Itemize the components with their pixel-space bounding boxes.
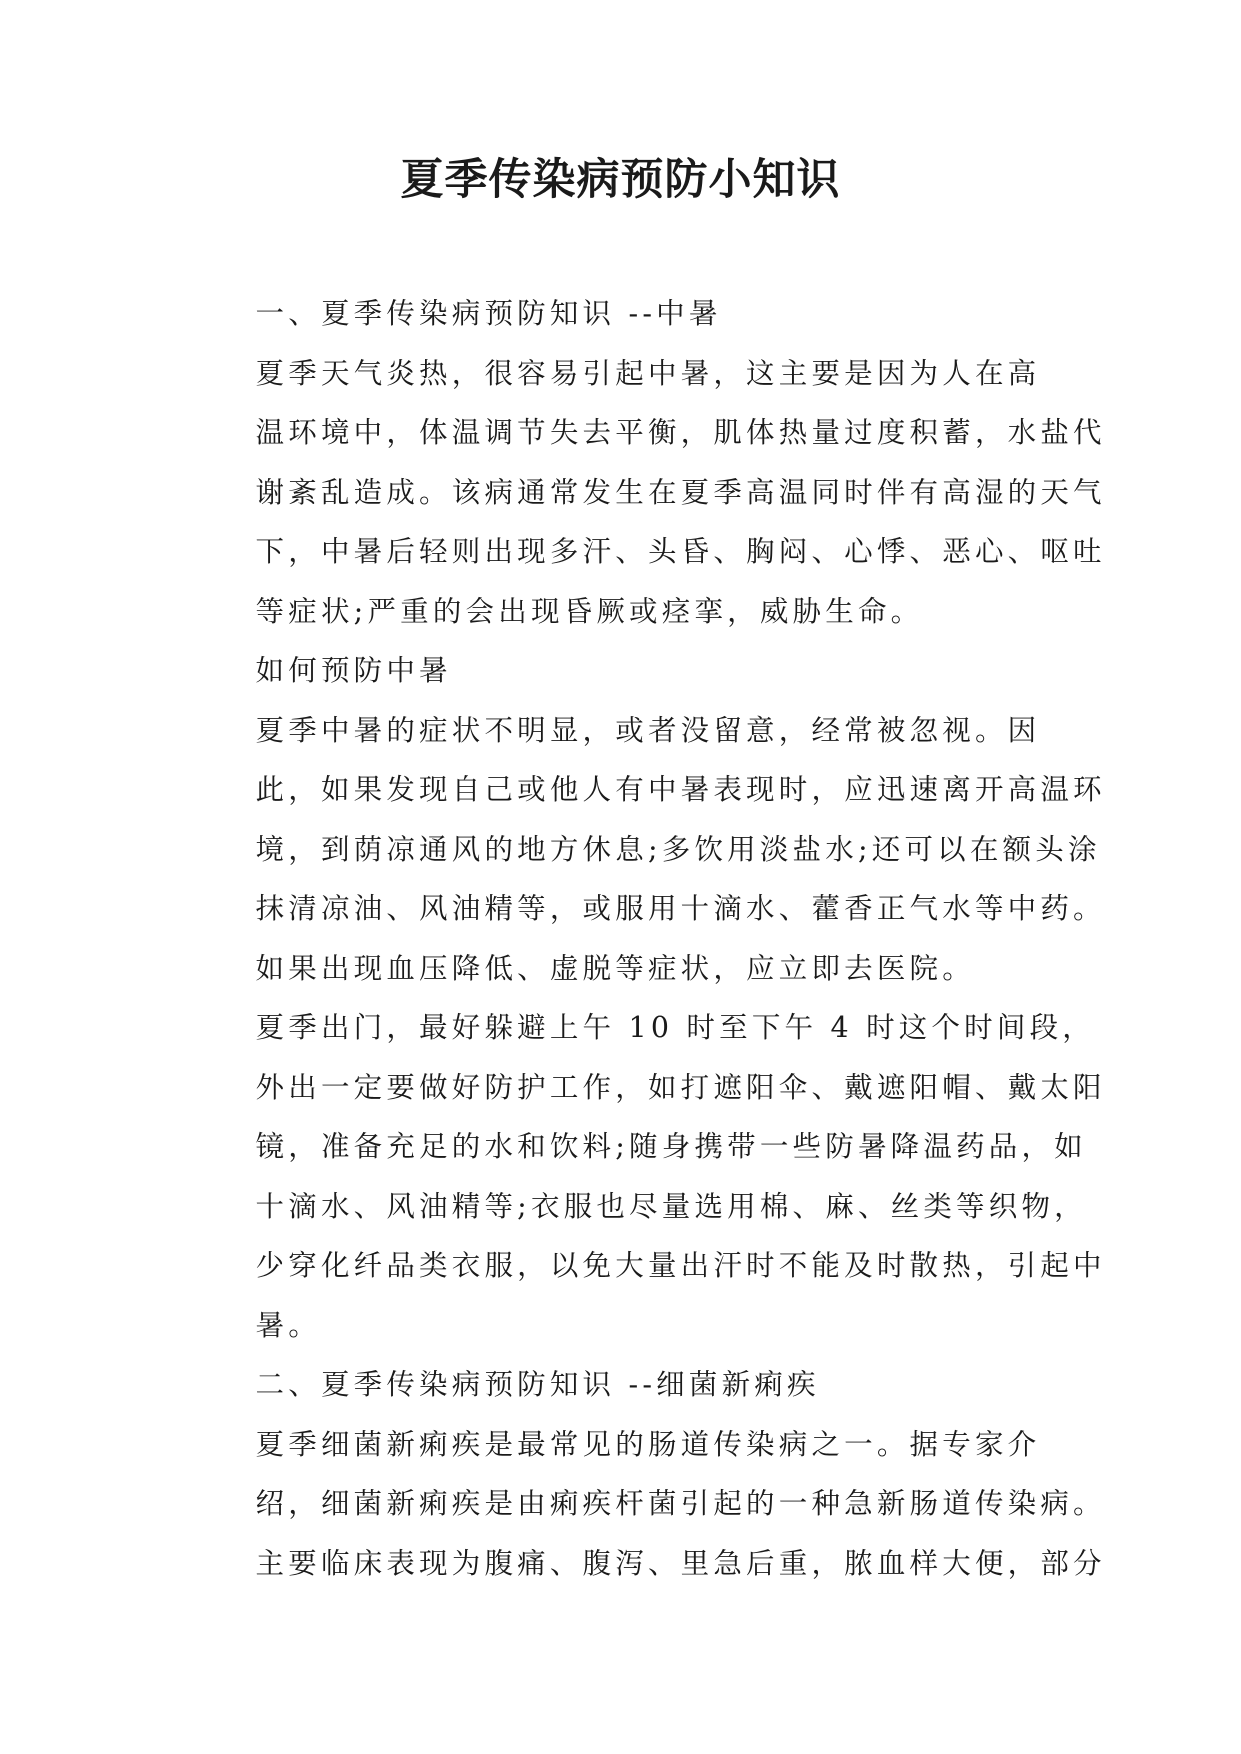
text-line: 谢紊乱造成。该病通常发生在夏季高温同时伴有高湿的天气 — [255, 475, 1106, 509]
paragraph — [190, 998, 1106, 1355]
paragraph — [190, 344, 1106, 642]
text-line: 一、夏季传染病预防知识 --中暑 — [255, 297, 722, 330]
text-line: 如何预防中暑 — [255, 654, 452, 687]
text-line: 少穿化纤品类衣服，以免大量出汗时不能及时散热，引起中 — [255, 1249, 1106, 1282]
text-line: 暑。 — [255, 1308, 321, 1342]
text-line: 夏季中暑的症状不明显，或者没留意，经常被忽视。因 — [255, 713, 1041, 747]
document-title: 夏季传染病预防小知识 — [400, 155, 841, 205]
text-line: 镜，准备充足的水和饮料;随身携带一些防暑降温药品，如 — [255, 1130, 1087, 1163]
text-line: 下，中暑后轻则出现多汗、头昏、胸闷、心悸、恶心、呕吐 — [255, 535, 1106, 568]
document-body — [190, 284, 1106, 1593]
text-line: 等症状;严重的会出现昏厥或痉挛，威胁生命。 — [255, 594, 924, 628]
text-line: 境，到荫凉通风的地方休息;多饮用淡盐水;还可以在额头涂 — [255, 832, 1101, 866]
text-line: 如果出现血压降低、虚脱等症状，应立即去医院。 — [255, 951, 975, 985]
text-line: 抹清凉油、风油精等，或服用十滴水、藿香正气水等中药。 — [255, 892, 1106, 925]
text-line: 外出一定要做好防护工作，如打遮阳伞、戴遮阳帽、戴太阳 — [255, 1070, 1106, 1104]
text-line: 夏季天气炎热，很容易引起中暑，这主要是因为人在高 — [255, 356, 1041, 390]
paragraph — [190, 1355, 1062, 1415]
text-line: 十滴水、风油精等;衣服也尽量选用棉、麻、丝类等织物， — [255, 1189, 1087, 1223]
text-line: 此，如果发现自己或他人有中暑表现时，应迅速离开高温环 — [255, 773, 1106, 806]
text-line: 温环境中，体温调节失去平衡，肌体热量过度积蓄，水盐代 — [255, 416, 1106, 449]
text-line: 夏季出门，最好躲避上午 10 时至下午 4 时这个时间段， — [255, 1011, 1095, 1044]
paragraph — [190, 1415, 1106, 1594]
paragraph — [190, 701, 1106, 999]
paragraph — [190, 284, 1062, 344]
text-line: 绍，细菌新痢疾是由痢疾杆菌引起的一种急新肠道传染病。 — [255, 1487, 1106, 1520]
text-line: 二、夏季传染病预防知识 --细菌新痢疾 — [255, 1368, 820, 1401]
text-line: 主要临床表现为腹痛、腹泻、里急后重，脓血样大便，部分 — [255, 1546, 1106, 1580]
paragraph — [190, 641, 1062, 701]
text-line: 夏季细菌新痢疾是最常见的肠道传染病之一。据专家介 — [255, 1427, 1041, 1461]
